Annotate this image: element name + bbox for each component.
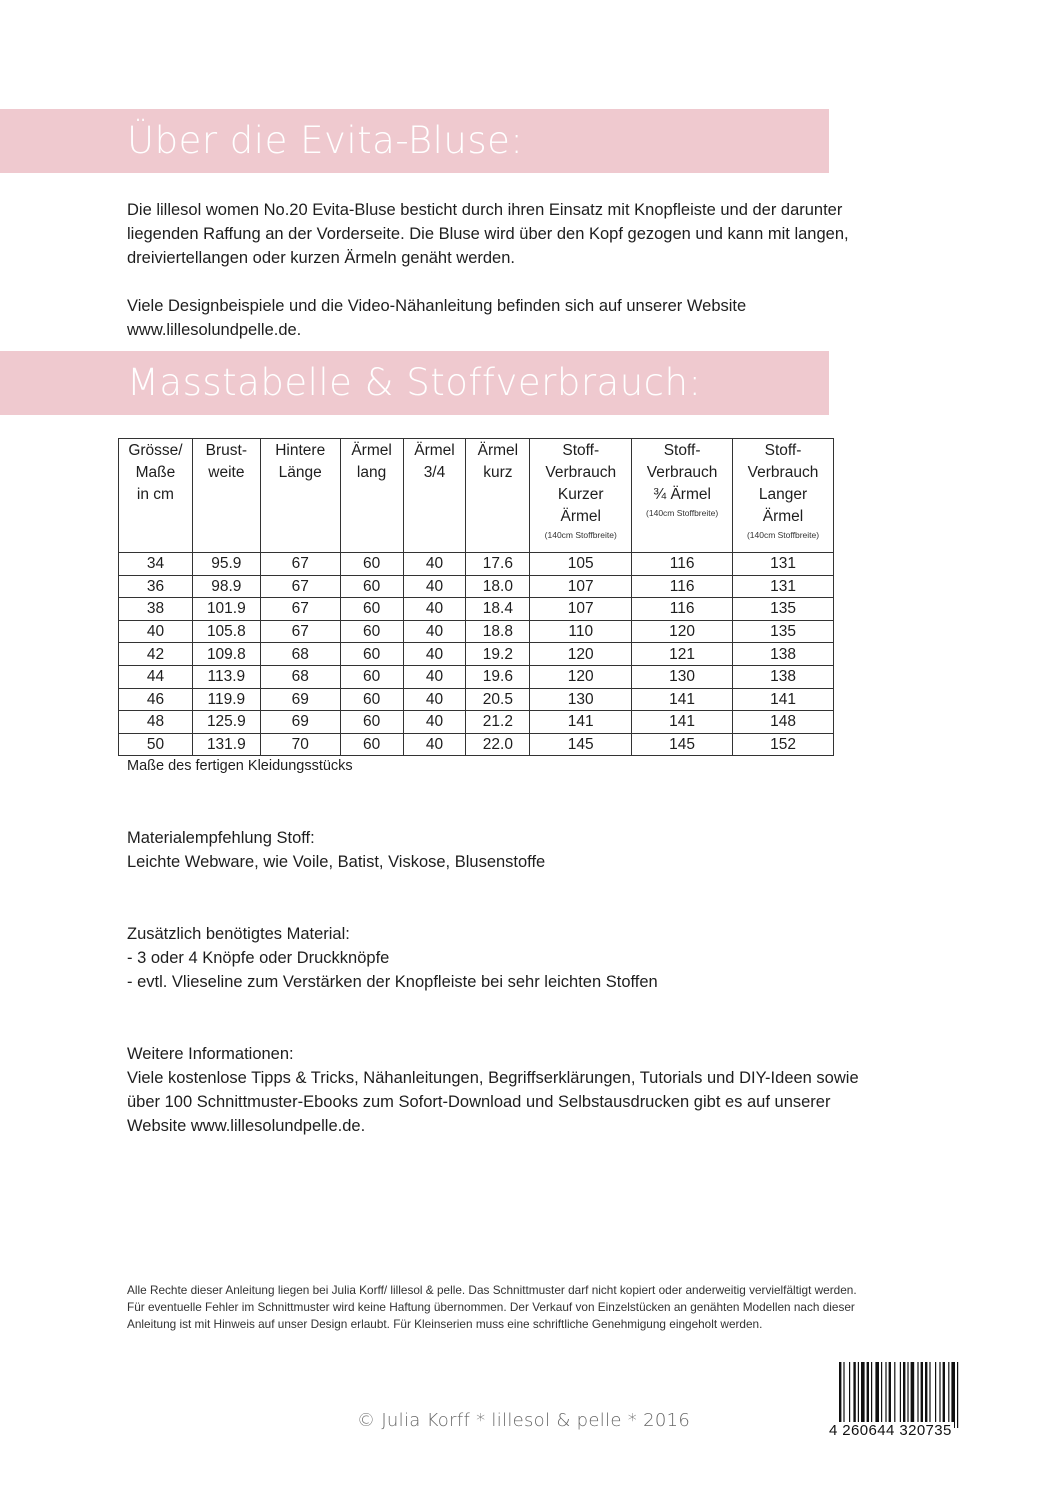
column-header bbox=[733, 439, 834, 553]
additional-title: Zusätzlich benötigtes Material: bbox=[127, 925, 350, 943]
text-line: dreiviertellangen oder kurzen Ärmeln genäht werden. bbox=[127, 249, 515, 267]
column-header-line: Verbrauch bbox=[747, 464, 819, 481]
table-cell: 110 bbox=[530, 620, 632, 643]
column-header bbox=[260, 439, 340, 553]
text-line: liegenden Raffung an der Vorderseite. Die Bluse wird über den Kopf gezogen und kann mit langen, bbox=[127, 225, 849, 243]
table-cell: 21.2 bbox=[466, 711, 530, 734]
column-header-line: Stoff- bbox=[663, 442, 701, 459]
legal-line: Für eventuelle Fehler im Schnittmuster wird keine Haftung übernommen. Der Verkauf von Einzelstücken an genähten Modellen nach dieser bbox=[127, 1300, 855, 1314]
table-cell: 105 bbox=[530, 553, 632, 576]
table-cell: 60 bbox=[340, 665, 403, 688]
column-header bbox=[119, 439, 193, 553]
table-cell: 141 bbox=[632, 688, 733, 711]
about-banner bbox=[0, 109, 829, 173]
table-cell: 20.5 bbox=[466, 688, 530, 711]
table-header-row bbox=[119, 439, 834, 553]
table-cell: 67 bbox=[260, 620, 340, 643]
about-paragraph-1 bbox=[127, 198, 849, 270]
table-cell: 113.9 bbox=[192, 665, 260, 688]
column-header-line: 3/4 bbox=[423, 464, 446, 481]
column-header bbox=[403, 439, 466, 553]
table-cell: 67 bbox=[260, 598, 340, 621]
table-cell: 46 bbox=[119, 688, 193, 711]
text-line: über 100 Schnittmuster-Ebooks zum Sofort-Download und Selbstausdrucken gibt es auf unserer bbox=[127, 1093, 831, 1111]
barcode-number: 4 260644 320735 bbox=[829, 1422, 952, 1439]
column-header-line: Ärmel bbox=[762, 508, 804, 525]
table-cell: 60 bbox=[340, 733, 403, 756]
table-cell: 40 bbox=[403, 620, 466, 643]
column-header-line: weite bbox=[208, 464, 245, 481]
table-row bbox=[119, 643, 834, 666]
table-row bbox=[119, 598, 834, 621]
column-header-line: in cm bbox=[136, 486, 174, 503]
table-cell: 40 bbox=[403, 711, 466, 734]
table-cell: 131 bbox=[733, 575, 834, 598]
table-cell: 40 bbox=[403, 598, 466, 621]
table-cell: 40 bbox=[403, 665, 466, 688]
copyright-footer: © Julia Korff * lillesol & pelle * 2016 bbox=[357, 1410, 691, 1431]
table-cell: 60 bbox=[340, 711, 403, 734]
table-cell: 70 bbox=[260, 733, 340, 756]
table-cell: 141 bbox=[530, 711, 632, 734]
table-cell: 67 bbox=[260, 553, 340, 576]
column-header-line: Ärmel bbox=[560, 508, 601, 525]
table-cell: 19.6 bbox=[466, 665, 530, 688]
list-item: - 3 oder 4 Knöpfe oder Druckknöpfe bbox=[127, 949, 390, 967]
table-cell: 131 bbox=[733, 553, 834, 576]
column-header-line: Stoff- bbox=[562, 442, 600, 459]
table-cell: 69 bbox=[260, 711, 340, 734]
about-paragraph-2 bbox=[127, 294, 746, 342]
column-header-line: Langer bbox=[758, 486, 808, 503]
text-line: Viele kostenlose Tipps & Tricks, Nähanleitungen, Begriffserklärungen, Tutorials und DIY-Ideen sowie bbox=[127, 1069, 859, 1087]
table-cell: 120 bbox=[530, 665, 632, 688]
table-cell: 68 bbox=[260, 665, 340, 688]
table-cell: 18.4 bbox=[466, 598, 530, 621]
table-cell: 40 bbox=[403, 553, 466, 576]
table-cell: 60 bbox=[340, 688, 403, 711]
legal-line: Anleitung ist mit Hinweis auf unser Design erlaubt. Für Kleinserien muss eine schriftliche Genehmigung eingeholt werden. bbox=[127, 1317, 763, 1331]
table-cell: 121 bbox=[632, 643, 733, 666]
material-title: Materialempfehlung Stoff: bbox=[127, 829, 315, 847]
table-cell: 60 bbox=[340, 575, 403, 598]
table-row bbox=[119, 553, 834, 576]
column-header-line: Kurzer bbox=[557, 486, 604, 503]
table-cell: 40 bbox=[403, 575, 466, 598]
table-cell: 17.6 bbox=[466, 553, 530, 576]
more-info-section bbox=[127, 1042, 859, 1138]
column-header bbox=[340, 439, 403, 553]
table-cell: 107 bbox=[530, 598, 632, 621]
table-cell: 60 bbox=[340, 598, 403, 621]
text-line: Die lillesol women No.20 Evita-Bluse besticht durch ihren Einsatz mit Knopfleiste und der darunter bbox=[127, 201, 843, 219]
table-cell: 68 bbox=[260, 643, 340, 666]
table-cell: 40 bbox=[119, 620, 193, 643]
table-cell: 98.9 bbox=[192, 575, 260, 598]
additional-section bbox=[127, 922, 658, 994]
table-cell: 44 bbox=[119, 665, 193, 688]
text-line: Viele Designbeispiele und die Video-Nähanleitung befinden sich auf unserer Website bbox=[127, 297, 747, 315]
column-header-note: (140cm Stoffbreite) bbox=[746, 530, 820, 540]
table-cell: 60 bbox=[340, 620, 403, 643]
table-cell: 42 bbox=[119, 643, 193, 666]
measurements-heading: Masstabelle & Stoffverbrauch: bbox=[127, 361, 702, 404]
table-cell: 135 bbox=[733, 620, 834, 643]
text-line: Website www.lillesolundpelle.de. bbox=[127, 1117, 366, 1135]
table-cell: 95.9 bbox=[192, 553, 260, 576]
table-cell: 130 bbox=[530, 688, 632, 711]
table-cell: 67 bbox=[260, 575, 340, 598]
table-cell: 48 bbox=[119, 711, 193, 734]
more-info-title: Weitere Informationen: bbox=[127, 1045, 294, 1063]
table-caption: Maße des fertigen Kleidungsstücks bbox=[127, 758, 353, 774]
table-cell: 141 bbox=[733, 688, 834, 711]
table-cell: 109.8 bbox=[192, 643, 260, 666]
table-cell: 116 bbox=[632, 575, 733, 598]
table-cell: 148 bbox=[733, 711, 834, 734]
column-header-line: Länge bbox=[278, 464, 322, 481]
table-cell: 131.9 bbox=[192, 733, 260, 756]
table-row bbox=[119, 711, 834, 734]
legal-line: Alle Rechte dieser Anleitung liegen bei Julia Korff/ lillesol & pelle. Das Schnittmuster darf nicht kopiert oder anderweitig vervielfältigt werden. bbox=[127, 1283, 857, 1297]
column-header-line: lang bbox=[356, 464, 387, 481]
table-cell: 105.8 bbox=[192, 620, 260, 643]
table-cell: 138 bbox=[733, 643, 834, 666]
table-cell: 141 bbox=[632, 711, 733, 734]
table-cell: 60 bbox=[340, 643, 403, 666]
table-cell: 107 bbox=[530, 575, 632, 598]
table-cell: 18.0 bbox=[466, 575, 530, 598]
table-cell: 40 bbox=[403, 733, 466, 756]
table-cell: 34 bbox=[119, 553, 193, 576]
table-cell: 116 bbox=[632, 598, 733, 621]
column-header-line: Ärmel bbox=[477, 442, 519, 459]
table-cell: 120 bbox=[632, 620, 733, 643]
table-cell: 116 bbox=[632, 553, 733, 576]
table-cell: 69 bbox=[260, 688, 340, 711]
table-cell: 40 bbox=[403, 643, 466, 666]
table-cell: 130 bbox=[632, 665, 733, 688]
legal-notice bbox=[127, 1282, 957, 1333]
table-cell: 119.9 bbox=[192, 688, 260, 711]
column-header-note: (140cm Stoffbreite) bbox=[544, 530, 617, 540]
table-row bbox=[119, 665, 834, 688]
table-cell: 145 bbox=[530, 733, 632, 756]
column-header-line: Ärmel bbox=[351, 442, 392, 459]
table-cell: 40 bbox=[403, 688, 466, 711]
size-table bbox=[118, 438, 834, 756]
column-header-line: Verbrauch bbox=[646, 464, 718, 481]
column-header-line: Brust- bbox=[205, 442, 248, 459]
material-text: Leichte Webware, wie Voile, Batist, Viskose, Blusenstoffe bbox=[127, 853, 546, 871]
table-row bbox=[119, 688, 834, 711]
table-cell: 60 bbox=[340, 553, 403, 576]
column-header bbox=[632, 439, 733, 553]
table-row bbox=[119, 575, 834, 598]
table-cell: 152 bbox=[733, 733, 834, 756]
column-header-line: Grösse/ bbox=[128, 442, 183, 459]
table-cell: 36 bbox=[119, 575, 193, 598]
table-cell: 135 bbox=[733, 598, 834, 621]
column-header-line: Stoff- bbox=[764, 442, 802, 459]
list-item: - evtl. Vlieseline zum Verstärken der Knopfleiste bei sehr leichten Stoffen bbox=[127, 973, 658, 991]
table-row bbox=[119, 620, 834, 643]
table-cell: 38 bbox=[119, 598, 193, 621]
column-header-line: Hintere bbox=[275, 442, 326, 459]
table-cell: 101.9 bbox=[192, 598, 260, 621]
table-cell: 138 bbox=[733, 665, 834, 688]
column-header bbox=[466, 439, 530, 553]
about-heading: Über die Evita-Bluse: bbox=[127, 119, 524, 162]
column-header-line: ¾ Ärmel bbox=[653, 486, 711, 503]
column-header bbox=[530, 439, 632, 553]
material-section bbox=[127, 826, 545, 874]
table-cell: 145 bbox=[632, 733, 733, 756]
website-link: www.lillesolundpelle.de. bbox=[127, 321, 302, 339]
column-header-note: (140cm Stoffbreite) bbox=[646, 508, 719, 518]
table-cell: 19.2 bbox=[466, 643, 530, 666]
column-header bbox=[192, 439, 260, 553]
table-cell: 120 bbox=[530, 643, 632, 666]
column-header-line: Ärmel bbox=[414, 442, 455, 459]
column-header-line: Maße bbox=[135, 464, 176, 481]
table-cell: 18.8 bbox=[466, 620, 530, 643]
table-cell: 125.9 bbox=[192, 711, 260, 734]
table-row bbox=[119, 733, 834, 756]
measurements-banner bbox=[0, 351, 829, 415]
column-header-line: kurz bbox=[483, 464, 513, 481]
table-cell: 50 bbox=[119, 733, 193, 756]
table-body bbox=[119, 553, 834, 756]
table-cell: 22.0 bbox=[466, 733, 530, 756]
column-header-line: Verbrauch bbox=[545, 464, 617, 481]
